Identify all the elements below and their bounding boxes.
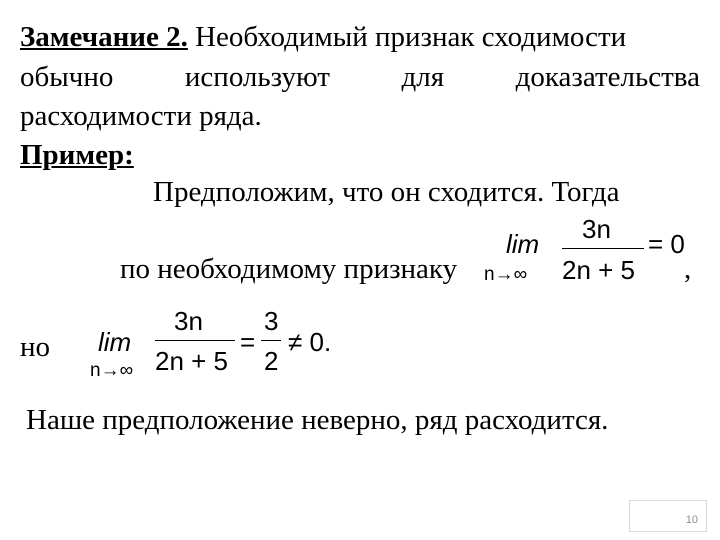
numerator-2: 3n xyxy=(174,306,203,336)
conclusion-text: Наше предположение неверно, ряд расходится. xyxy=(26,404,609,436)
comma: , xyxy=(684,253,692,285)
remark-line-2 xyxy=(20,60,700,94)
remark-line-1 xyxy=(20,20,626,54)
numerator-3: 3 xyxy=(264,306,279,336)
lim-1: lim xyxy=(506,229,540,259)
assume-text: Предположим, что он сходится. Тогда xyxy=(153,176,620,208)
remark-word-1: обычно xyxy=(20,61,114,93)
lim-sub-2: n→∞ xyxy=(90,360,134,381)
equals-sign: = xyxy=(240,327,256,357)
denominator-1: 2n + 5 xyxy=(562,255,636,285)
lim-2: lim xyxy=(98,327,132,357)
lim-sub-1: n→∞ xyxy=(484,264,528,285)
fraction-bar-2 xyxy=(155,340,235,341)
rhs-1: = 0 xyxy=(648,229,685,259)
denominator-3: 2 xyxy=(264,346,279,376)
remark-word-4: доказательства xyxy=(515,61,700,93)
remark-label: Замечание 2. xyxy=(20,21,188,53)
by-criterion-text: по необходимому признаку xyxy=(120,253,458,285)
fraction-bar-3 xyxy=(261,340,281,341)
example-label: Пример: xyxy=(20,139,134,171)
rhs-2: ≠ 0. xyxy=(288,327,332,357)
remark-line-3: расходимости ряда. xyxy=(20,100,262,132)
denominator-2: 2n + 5 xyxy=(155,346,229,376)
page-number: 10 xyxy=(685,514,698,526)
remark-word-3: для xyxy=(401,61,445,93)
fraction-bar-1 xyxy=(562,248,644,249)
remark-word-2: используют xyxy=(184,61,330,93)
but-text: но xyxy=(20,331,51,363)
numerator-1: 3n xyxy=(582,214,611,244)
page-number-box xyxy=(629,500,707,532)
remark-text: Необходимый признак сходимости xyxy=(187,21,627,53)
